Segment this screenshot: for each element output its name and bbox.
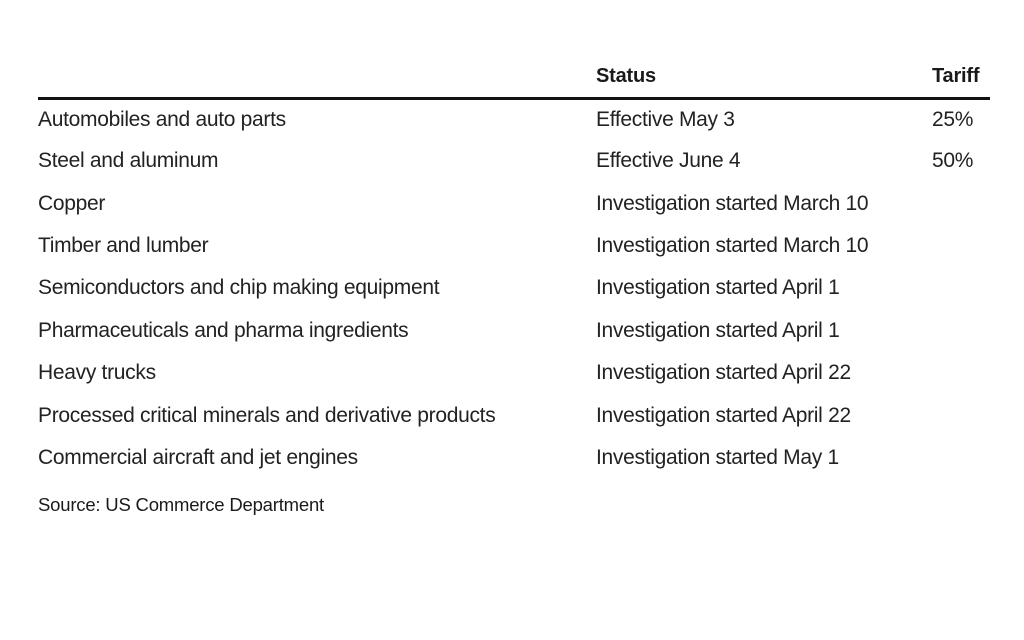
row-tariff	[932, 310, 990, 352]
row-status: Investigation started March 10	[596, 233, 869, 257]
table-row	[38, 310, 990, 352]
row-item: Copper	[38, 191, 106, 215]
row-tariff	[932, 225, 990, 267]
row-tariff	[932, 437, 990, 479]
tariff-table-container	[38, 55, 990, 479]
row-item: Heavy trucks	[38, 361, 156, 385]
table-row	[38, 225, 990, 267]
column-header-status: Status	[596, 64, 656, 87]
row-item: Steel and aluminum	[38, 149, 219, 173]
row-status: Investigation started April 22	[596, 403, 851, 427]
row-status: Investigation started April 1	[596, 318, 840, 342]
row-status: Effective May 3	[596, 108, 735, 131]
row-status: Investigation started May 1	[596, 445, 839, 469]
table-row	[38, 267, 990, 309]
row-status: Effective June 4	[596, 149, 741, 173]
tariff-table	[38, 55, 990, 479]
table-row	[38, 182, 990, 224]
row-status: Investigation started April 22	[596, 361, 851, 385]
row-tariff	[932, 267, 990, 309]
row-tariff: 25%	[932, 108, 974, 131]
table-row	[38, 99, 990, 141]
row-status: Investigation started March 10	[596, 191, 869, 215]
row-item: Semiconductors and chip making equipment	[38, 276, 440, 300]
row-tariff	[932, 352, 990, 394]
row-item: Automobiles and auto parts	[38, 108, 286, 131]
row-item: Timber and lumber	[38, 233, 209, 257]
row-item: Pharmaceuticals and pharma ingredients	[38, 318, 409, 342]
column-header-item	[38, 55, 596, 99]
row-item: Processed critical minerals and derivative products	[38, 403, 496, 427]
table-row	[38, 394, 990, 436]
table-row	[38, 352, 990, 394]
row-tariff: 50%	[932, 149, 974, 173]
row-item: Commercial aircraft and jet engines	[38, 445, 358, 469]
column-header-tariff: Tariff	[932, 64, 980, 87]
row-tariff	[932, 182, 990, 224]
row-tariff	[932, 394, 990, 436]
row-status: Investigation started April 1	[596, 276, 840, 300]
table-row	[38, 140, 990, 182]
table-header-row	[38, 55, 990, 99]
source-note: Source: US Commerce Department	[38, 494, 324, 515]
table-row	[38, 437, 990, 479]
